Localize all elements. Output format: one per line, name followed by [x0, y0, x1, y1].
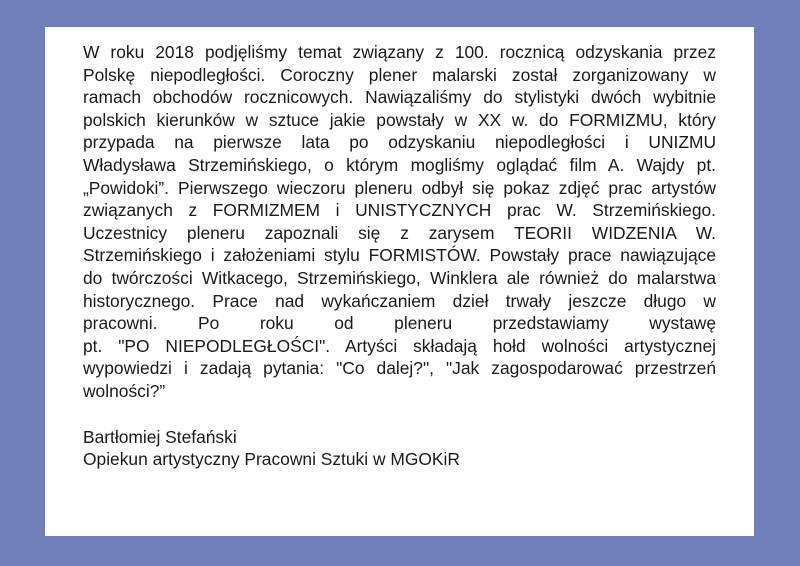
paragraph-line: do twórczości Witkacego, Strzemińskiego, Winklera ale również do malarstwa	[83, 267, 716, 288]
paragraph-line: związanych z FORMIZMEM i UNISTYCZNYCH prac W. Strzemińskiego.	[83, 200, 716, 221]
paragraph-line: W roku 2018 podjęliśmy temat związany z 100. rocznicą odzyskania przez	[83, 42, 716, 62]
signature-block	[83, 426, 716, 471]
body-paragraph	[83, 41, 716, 403]
signature-name: Bartłomiej Stefański	[83, 426, 237, 447]
paragraph-line: „Powidoki”. Pierwszego wieczoru pleneru odbył się pokaz zdjęć prac artystów	[83, 177, 716, 198]
paragraph-line: Strzemińskiego i założeniami stylu FORMISTÓW. Powstały prace nawiązujące	[83, 245, 716, 266]
paragraph-line: polskich kierunków w sztuce jakie powstały w XX w. do FORMIZMU, który	[83, 109, 716, 130]
paragraph-line: ramach obchodów rocznicowych. Nawiązaliśmy do stylistyki dwóch wybitnie	[83, 87, 716, 108]
paragraph-line: Polskę niepodległości. Coroczny plener malarski został zorganizowany w	[83, 64, 716, 85]
paragraph-line: wypowiedzi i zadają pytania: "Co dalej?", "Jak zagospodarować przestrzeń	[83, 358, 716, 379]
paragraph-line: historycznego. Prace nad wykańczaniem dzieł trwały jeszcze długo w	[83, 290, 716, 311]
paragraph-line: przypada na pierwsze lata po odzyskaniu niepodległości i UNIZMU	[83, 132, 716, 153]
paragraph-line: pt. "PO NIEPODLEGŁOŚCI". Artyści składają hołd wolności artystycznej	[83, 335, 716, 356]
paragraph-line: wolności?”	[83, 380, 166, 401]
paragraph-line: Uczestnicy pleneru zapoznali się z zarysem TEORII WIDZENIA W.	[83, 222, 716, 243]
paragraph-line: pracowni. Po roku od pleneru przedstawiamy wystawę	[83, 313, 716, 334]
text-card	[45, 27, 754, 536]
signature-role: Opiekun artystyczny Pracowni Sztuki w MGOKiR	[83, 449, 460, 470]
paragraph-line: Władysława Strzemińskiego, o którym mogliśmy oglądać film A. Wajdy pt.	[83, 154, 716, 175]
